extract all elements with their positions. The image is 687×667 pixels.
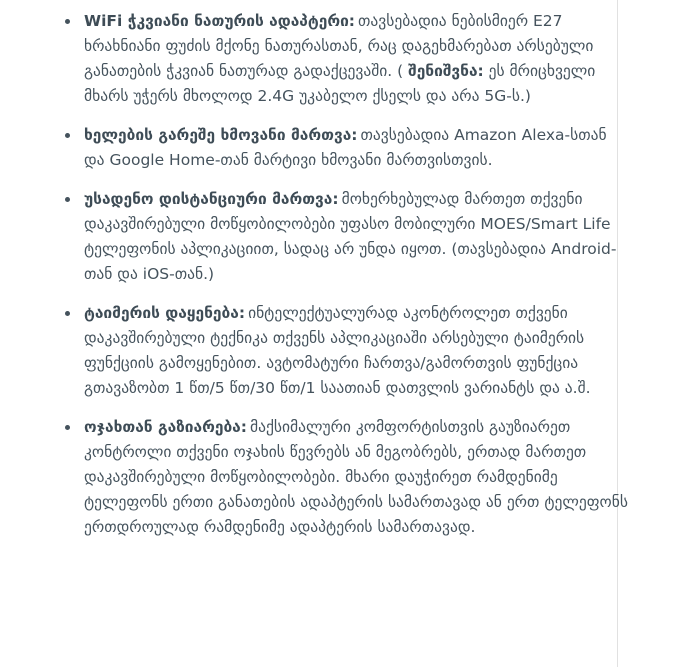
feature-title: WiFi ჭკვიანი ნათურის ადაპტერი: [84,12,356,30]
feature-text: ინტელექტუალურად აკონტროლეთ თქვენი დაკავშირებული ტექნიკა თქვენს აპლიკაციაში არსებული ტაიმერის ფუნქციის გამოყენებით. ავტომატური ჩართვა/გამორთვის ფუნქცია გთავაზობთ 1 წთ/5 წთ/30 წთ/1 საათიან დათვლის ვარიანტს და ა.შ. [84,304,591,397]
feature-text: თავსებადია ნებისმიერ E27 ხრახნიანი ფუძის მქონე ნათურასთან, რაც დაგეხმარებათ არსებული განათების ჭკვიან ნათურად გადაქცევაში. ( [84,12,594,80]
feature-title: უსადენო დისტანციური მართვა: [84,190,339,208]
list-item [84,415,629,540]
feature-title: ხელების გარეშე ხმოვანი მართვა: [84,126,358,144]
feature-title: ტაიმერის დაყენება: [84,304,246,322]
list-item [84,9,629,109]
feature-title: ოჯახთან გაზიარება: [84,418,247,436]
feature-text: მოხერხებულად მართეთ თქვენი დაკავშირებული მოწყობილობები უფასო მობილური MOES/Smart Life ტელეფონის აპლიკაციით, სადაც არ უნდა იყოთ. (თავსებადია Android-თან და iOS-თან.) [84,190,617,283]
feature-text: ეს მრიცხველი მხარს უჭერს მხოლოდ 2.4G უკაბელო ქსელს და არა 5G-ს.) [84,62,596,105]
feature-text: თავსებადია Amazon Alexa-სთან და Google Home-თან მარტივი ხმოვანი მართვისთვის. [84,126,607,169]
bullet-icon [65,311,70,316]
bullet-icon [65,133,70,138]
list-item [84,123,629,173]
bullet-icon [65,19,70,24]
list-item [84,187,629,287]
feature-text: მაქსიმალური კომფორტისთვის გაუზიარეთ კონტროლი თქვენი ოჯახის წევრებს ან მეგობრებს, ერთად მართეთ დაკავშირებული მოწყობილობები. მხარი დაუჭირეთ რამდენიმე ტელეფონს ერთი განათების ადაპტერის სამართავად ან ერთ ტელეფონს ერთდროულად რამდენიმე ადაპტერის სამართავად. [84,418,628,536]
list-item [84,301,629,401]
note-label: შენიშვნა: [408,62,484,80]
bullet-icon [65,425,70,430]
bullet-icon [65,197,70,202]
